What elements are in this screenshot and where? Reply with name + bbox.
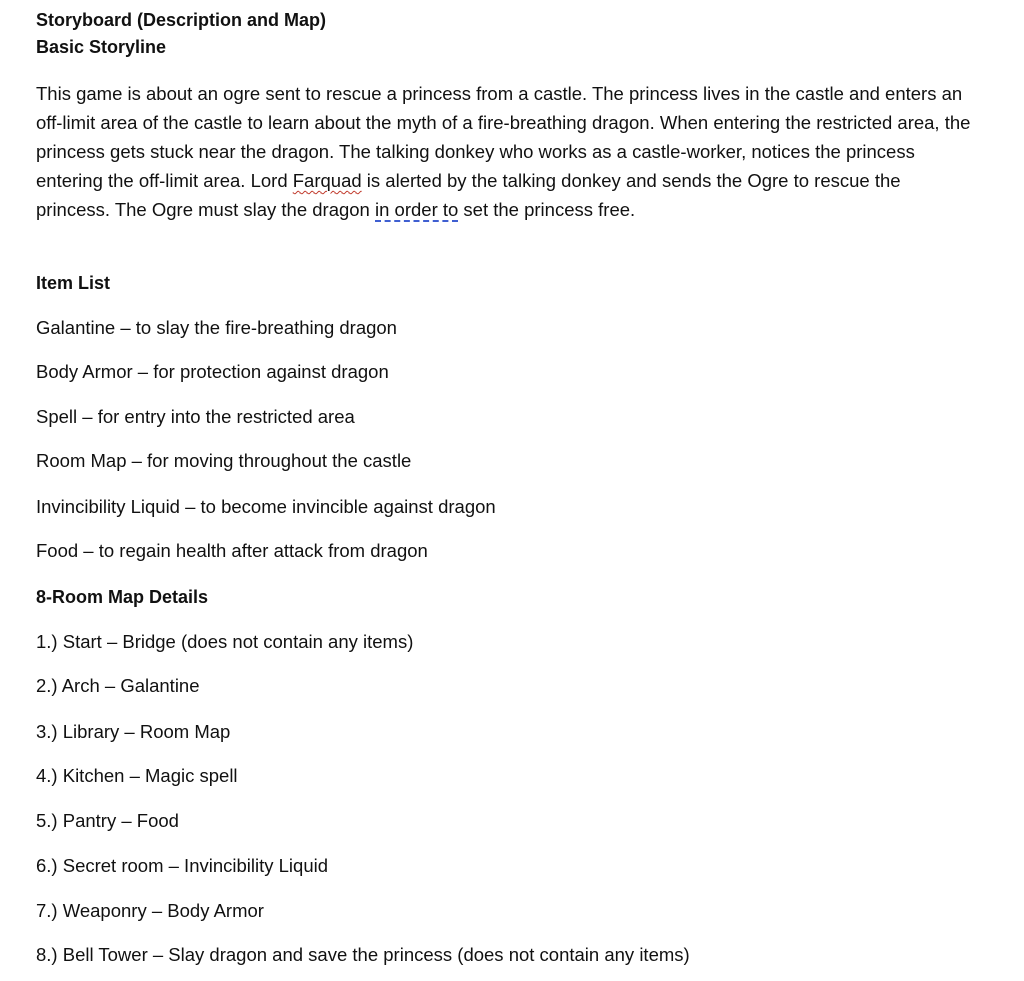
- grammar-flagged-phrase[interactable]: in order to: [375, 199, 459, 220]
- room-item: 4.) Kitchen – Magic spell: [36, 765, 238, 786]
- room-item: 5.) Pantry – Food: [36, 810, 179, 831]
- room-item: 8.) Bell Tower – Slay dragon and save the princess (does not contain any items): [36, 944, 690, 965]
- storyline-text-part3: set the princess free.: [458, 199, 636, 220]
- list-item: Food – to regain health after attack from dragon: [36, 540, 428, 561]
- room-item: 2.) Arch – Galantine: [36, 675, 200, 696]
- section-heading-room-map: 8-Room Map Details: [36, 587, 209, 607]
- list-item: Spell – for entry into the restricted area: [36, 406, 355, 427]
- storyline-text-part1: This game is about an ogre sent to rescue a princess from a castle. The princess lives in the castle and enters an off-limit area of the castle to learn about the myth of a fire-breathing dragon. When entering the restricted area, the princess gets stuck near the dragon. The talking donkey who works as a castle-worker, notices the princess entering the off-limit area. Lord: [36, 83, 971, 191]
- storyline-text-part2: is alerted by the talking donkey and sends the Ogre to rescue the princess. The Ogre must slay the dragon: [36, 170, 901, 220]
- room-item: 6.) Secret room – Invincibility Liquid: [36, 855, 329, 876]
- document-title: Storyboard (Description and Map): [36, 10, 327, 30]
- spelling-flagged-word[interactable]: Farquad: [292, 170, 362, 191]
- lists-region: [36, 0, 996, 981]
- list-item: Galantine – to slay the fire-breathing dragon: [36, 317, 397, 338]
- section-heading-storyline: Basic Storyline: [36, 37, 167, 57]
- section-heading-item-list: Item List: [36, 273, 111, 293]
- list-item: Invincibility Liquid – to become invincible against dragon: [36, 496, 496, 517]
- room-item: 1.) Start – Bridge (does not contain any items): [36, 631, 414, 652]
- list-item: Room Map – for moving throughout the castle: [36, 450, 412, 471]
- room-item: 3.) Library – Room Map: [36, 721, 231, 742]
- list-item: Body Armor – for protection against dragon: [36, 361, 389, 382]
- room-item: 7.) Weaponry – Body Armor: [36, 900, 264, 921]
